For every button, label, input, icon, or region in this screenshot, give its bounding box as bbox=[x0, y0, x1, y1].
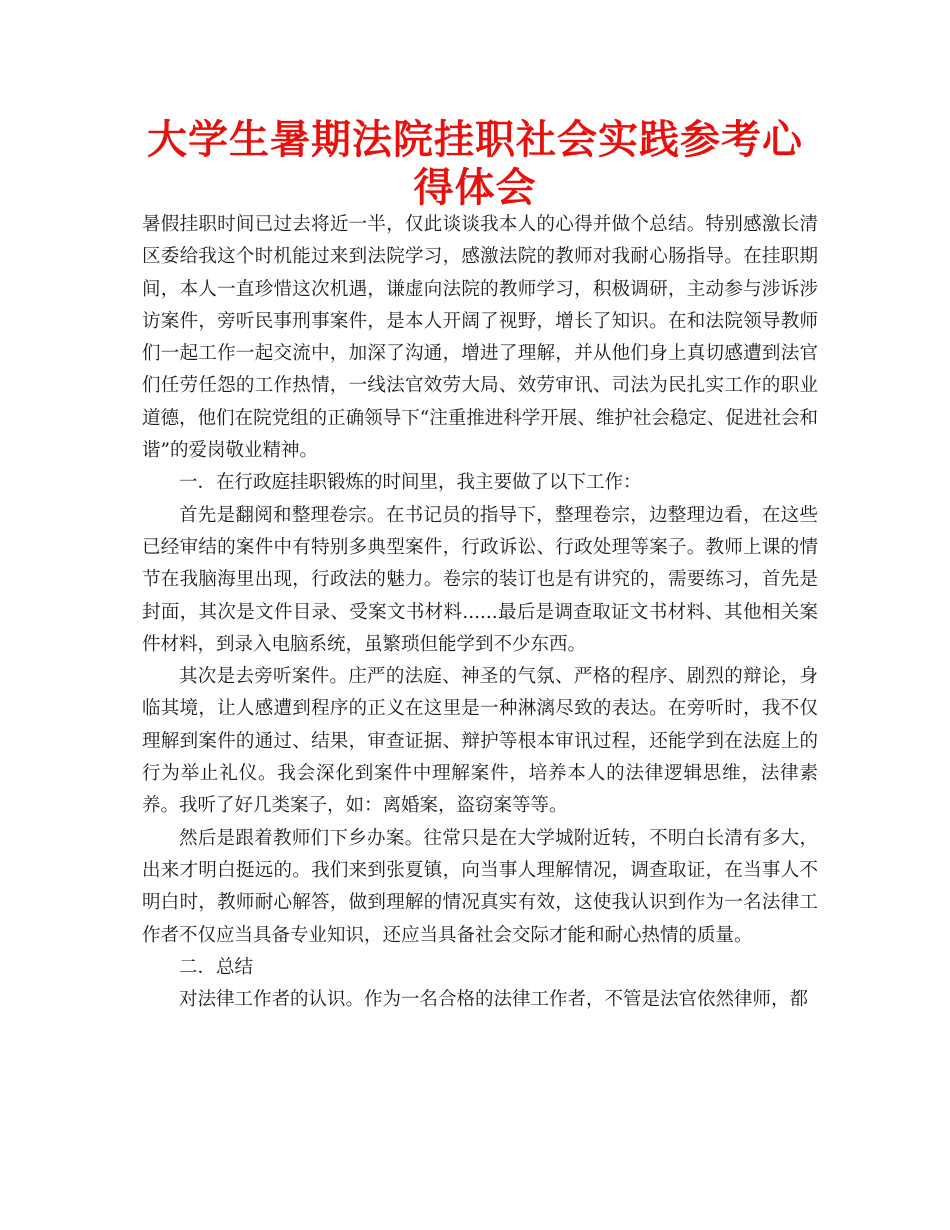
document-body bbox=[142, 209, 818, 1016]
paragraph-hearing: 其次是去旁听案件。庄严的法庭、神圣的气氛、严格的程序、剧烈的辩论，身临其境，让人感遭到程序的正义在这里是一种淋漓尽致的表达。在旁听时，我不仅理解到案件的通过、结果，审查证据、辩护等根本审讯过程，还能学到在法庭上的行为举止礼仪。我会深化到案件中理解案件，培养本人的法律逻辑思维，法律素养。我听了好几类案子，如：离婚案，盗窃案等等。 bbox=[142, 666, 818, 817]
paragraph-countryside: 然后是跟着教师们下乡办案。往常只是在大学城附近转，不明白长清有多大，出来才明白挺远的。我们来到张夏镇，向当事人理解情况，调查取证，在当事人不明白时，教师耐心解答，做到理解的情况真实有效，这使我认识到作为一名法律工作者不仅应当具备专业知识，还应当具备社会交际才能和耐心热情的质量。 bbox=[142, 827, 818, 946]
paragraph-files: 首先是翻阅和整理卷宗。在书记员的指导下，整理卷宗，边整理边看，在这些已经审结的案件中有特别多典型案件，行政诉讼、行政处理等案子。教师上课的情节在我脑海里出现，行政法的魅力。卷宗的装订也是有讲究的，需要练习，首先是封面，其次是文件目录、受案文书材料......最后是调查取证文书材料、其他相关案件材料，到录入电脑系统，虽繁琐但能学到不少东西。 bbox=[142, 504, 818, 655]
paragraph-intro: 暑假挂职时间已过去将近一半，仅此谈谈我本人的心得并做个总结。特别感激长清区委给我这个时机能过来到法院学习，感激法院的教师对我耐心肠指导。在挂职期间，本人一直珍惜这次机遇，谦虚向法院的教师学习，积极调研，主动参与涉诉涉访案件，旁听民事刑事案件，是本人开阔了视野，增长了知识。在和法院领导教师们一起工作一起交流中，加深了沟通，增进了理解，并从他们身上真切感遭到法官们任劳任怨的工作热情，一线法官效劳大局、效劳审讯、司法为民扎实工作的职业道德，他们在院党组的正确领导下“注重推进科学开展、维护社会稳定、促进社会和谐”的爱岗敬业精神。 bbox=[142, 214, 818, 462]
section-heading-two: 二．总结 bbox=[179, 956, 254, 978]
section-heading-one: 一．在行政庭挂职锻炼的时间里，我主要做了以下工作： bbox=[179, 472, 642, 494]
paragraph-summary: 对法律工作者的认识。作为一名合格的法律工作者，不管是法官依然律师，都 bbox=[179, 989, 809, 1011]
document-title: 大学生暑期法院挂职社会实践参考心得体会 bbox=[147, 117, 803, 211]
